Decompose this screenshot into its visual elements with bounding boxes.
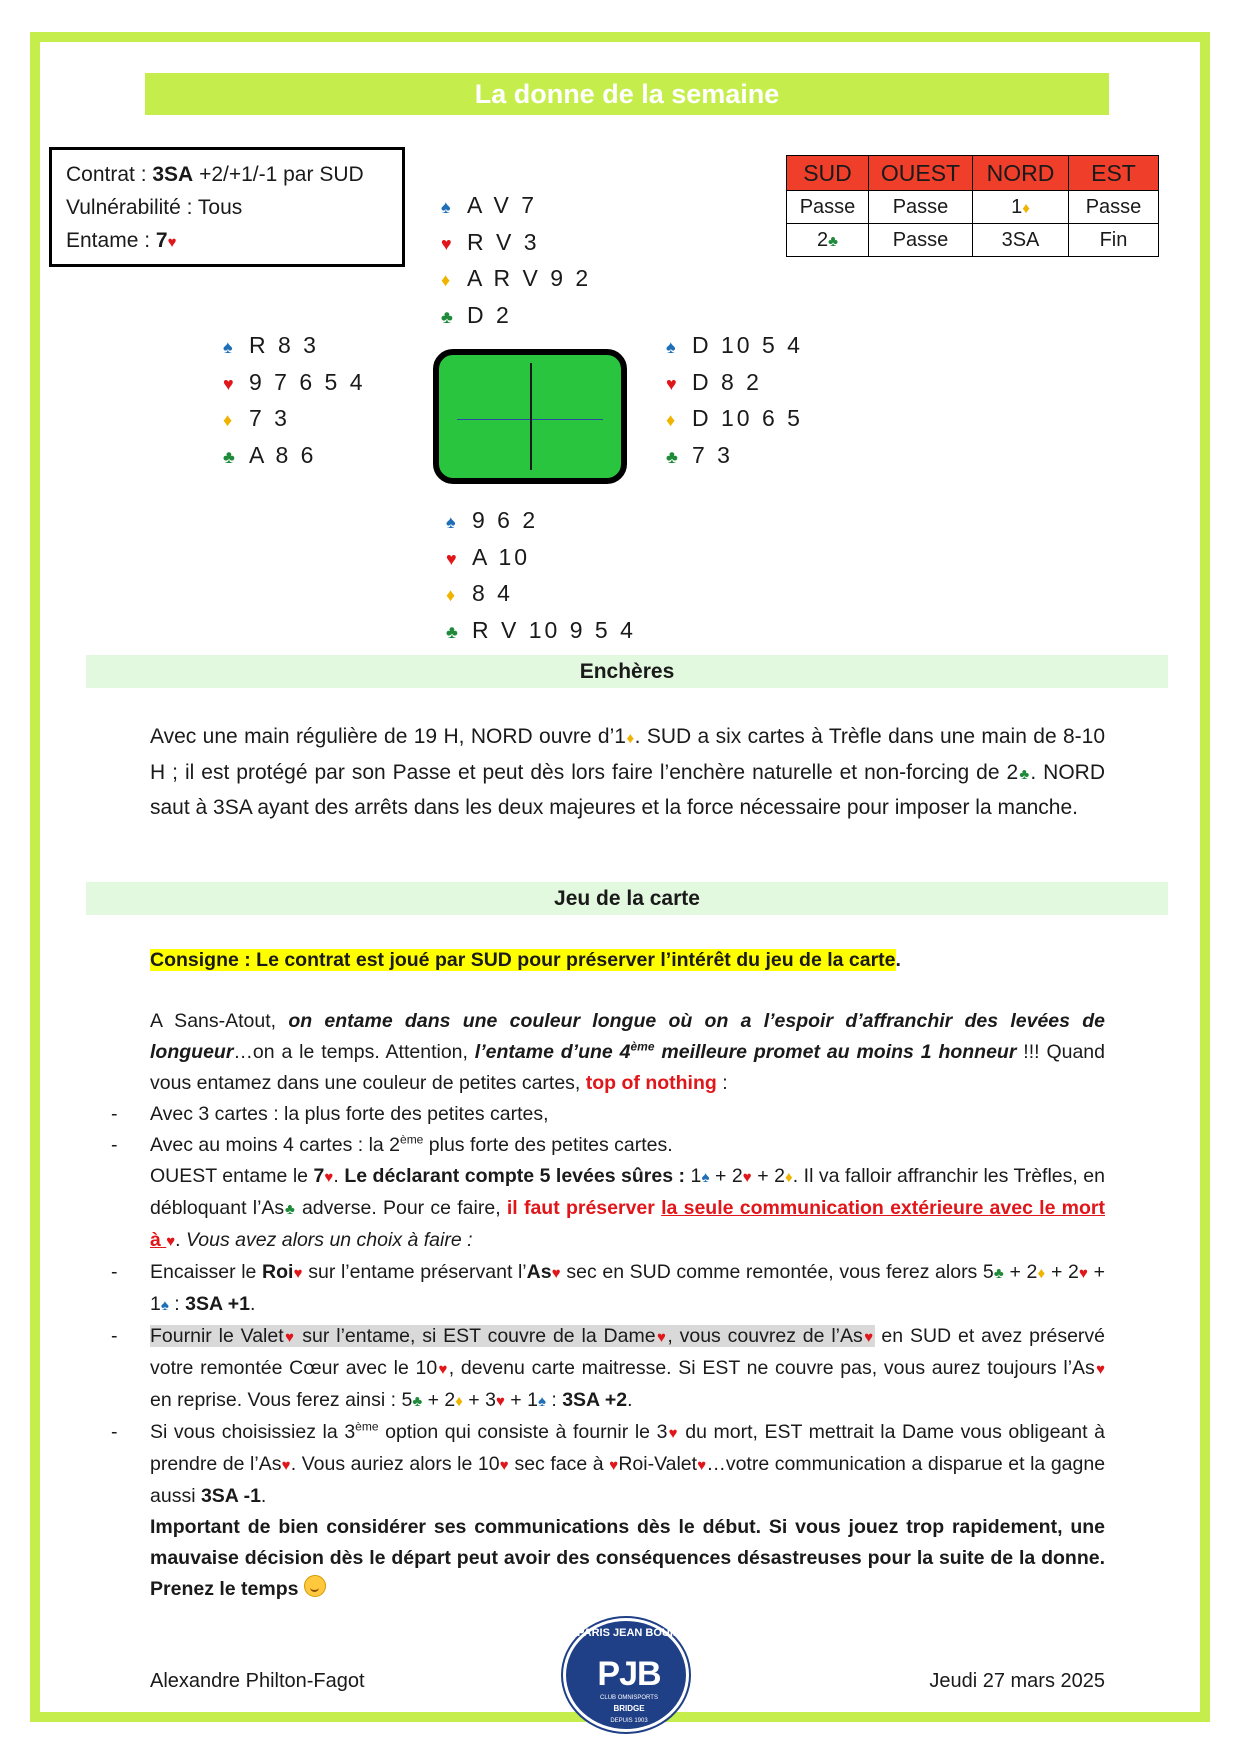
hand-line: ♥ D 8 2 xyxy=(666,365,803,402)
grey-highlight: Fournir le Valet♥ sur l’entame, si EST couvre de la Dame♥, vous couvrez de l’As♥ xyxy=(150,1325,875,1347)
spade-icon: ♠ xyxy=(666,337,676,357)
club-logo xyxy=(563,1618,689,1732)
heart-icon: ♥ xyxy=(293,1265,303,1282)
bidding-table xyxy=(786,155,1159,257)
bidding-row xyxy=(787,191,1159,224)
club-icon: ♣ xyxy=(828,232,838,250)
closing-note: Important de bien considérer ses communications dès le début. Si vous jouez trop rapidement, une mauvaise décision dès le départ peut avoir des conséquences désastreuses pour la suite de la donne. Prenez le temps xyxy=(150,1516,1105,1600)
list-item: - Encaisser le Roi♥ sur l’entame préservant l’As♥ sec en SUD comme remontée, vous ferez alors 5♣ + 2♦ + 2♥ + 1♠ : 3SA +1. xyxy=(111,1261,1106,1315)
heart-icon: ♥ xyxy=(1078,1265,1089,1282)
spade-icon: ♠ xyxy=(441,197,451,217)
logo-badge: PARIS JEAN BOUIN PJB CLUB OMNISPORTS BRIDGE DEPUIS 1903 xyxy=(563,1618,689,1732)
author: Alexandre Philton-Fagot xyxy=(150,1670,365,1692)
club-icon: ♣ xyxy=(446,621,458,642)
hand-north xyxy=(441,188,591,334)
spade-icon: ♠ xyxy=(223,337,233,357)
spacer xyxy=(150,976,1105,1006)
heart-icon: ♥ xyxy=(667,1425,679,1442)
club-icon: ♣ xyxy=(666,446,678,467)
spade-icon: ♠ xyxy=(701,1169,710,1186)
hand-line: ♠ 9 6 2 xyxy=(446,503,636,540)
diamond-icon: ♦ xyxy=(1022,199,1030,217)
page-title: La donne de la semaine xyxy=(145,73,1109,115)
diamond-icon: ♦ xyxy=(1037,1265,1046,1282)
hand-line: ♣ R V 10 9 5 4 xyxy=(446,613,636,650)
spade-icon: ♠ xyxy=(160,1297,169,1314)
hand-line: ♣ 7 3 xyxy=(666,438,803,475)
contract-box xyxy=(49,147,405,267)
hand-line: ♦ D 10 6 5 xyxy=(666,401,803,438)
heart-icon: ♥ xyxy=(666,373,677,394)
bid-cell: 1♦ xyxy=(973,191,1069,224)
heart-icon: ♥ xyxy=(862,1329,875,1346)
smiley-face-icon xyxy=(304,1575,326,1597)
bid-cell: Passe xyxy=(787,191,869,224)
diamond-icon: ♦ xyxy=(446,585,456,605)
hand-east xyxy=(666,328,803,474)
hand-line: ♠ R 8 3 xyxy=(223,328,366,365)
club-icon: ♣ xyxy=(412,1393,423,1410)
date: Jeudi 27 mars 2025 xyxy=(929,1670,1105,1692)
bridge-table xyxy=(433,349,627,484)
hand-line: ♠ A V 7 xyxy=(441,188,591,225)
diamond-icon: ♦ xyxy=(784,1169,793,1186)
hand-south xyxy=(446,503,636,649)
club-icon: ♣ xyxy=(1018,765,1031,783)
contract-line: Contrat : 3SA +2/+1/-1 par SUD xyxy=(66,163,364,186)
heart-icon: ♥ xyxy=(324,1169,334,1186)
bidding-header-row xyxy=(787,156,1159,191)
heart-icon: ♥ xyxy=(281,1457,291,1474)
heart-icon: ♥ xyxy=(167,234,177,251)
lead-line: Entame : 7♥ xyxy=(66,229,177,252)
paragraph: OUEST entame le 7♥. Le déclarant compte 5 levées sûres : 1♠ + 2♥ + 2♦. Il va falloir affranchir les Trèfles, en débloquant l’As♣ adverse. Pour ce faire, il faut préserver la seule communication extérieure avec le mort à ♥. Vous avez alors un choix à faire : xyxy=(150,1165,1106,1251)
list-item: - Si vous choisissiez la 3ème option qui consiste à fournir le 3♥ du mort, EST mettrait la Dame vous obligeant à prendre de l’As♥. Vous auriez alors le 10♥ sec face à ♥Roi-Valet♥…votre communication a disparue et la gagne aussi 3SA -1. xyxy=(111,1419,1106,1507)
hand-line: ♠ D 10 5 4 xyxy=(666,328,803,365)
heart-icon: ♥ xyxy=(655,1329,668,1346)
hand-line: ♣ A 8 6 xyxy=(223,438,366,475)
section-header-jeu: Jeu de la carte xyxy=(86,882,1168,915)
heart-icon: ♥ xyxy=(495,1393,505,1410)
heart-icon: ♥ xyxy=(166,1233,176,1250)
bid-header-sud: SUD xyxy=(787,156,869,191)
instruction-highlight: Consigne : Le contrat est joué par SUD pour préserver l’intérêt du jeu de la carte xyxy=(150,949,896,971)
diamond-icon: ♦ xyxy=(625,730,635,747)
bid-cell: Passe xyxy=(869,224,973,257)
club-icon: ♣ xyxy=(223,446,235,467)
table-line-vertical xyxy=(530,363,532,470)
hand-line: ♥ 9 7 6 5 4 xyxy=(223,365,366,402)
bid-header-ouest: OUEST xyxy=(869,156,973,191)
bid-cell: 3SA xyxy=(973,224,1069,257)
list-item: - Avec 3 cartes : la plus forte des petites cartes, xyxy=(111,1103,549,1125)
instruction-line: Consigne : Le contrat est joué par SUD pour préserver l’intérêt du jeu de la carte. xyxy=(150,949,901,971)
bid-cell: Fin xyxy=(1069,224,1159,257)
heart-icon: ♥ xyxy=(446,548,457,569)
hand-line: ♥ R V 3 xyxy=(441,225,591,262)
diamond-icon: ♦ xyxy=(441,270,451,290)
heart-icon: ♥ xyxy=(499,1457,509,1474)
club-icon: ♣ xyxy=(993,1265,1004,1282)
list-item: - Avec au moins 4 cartes : la 2ème plus forte des petites cartes. xyxy=(111,1132,673,1156)
hand-line: ♦ 7 3 xyxy=(223,401,366,438)
heart-icon: ♥ xyxy=(441,233,452,254)
club-icon: ♣ xyxy=(441,306,453,327)
list-item: - Fournir le Valet♥ sur l’entame, si EST couvre de la Dame♥, vous couvrez de l’As♥ en SUD et avez préservé votre remontée Cœur avec le 10♥, devenu carte maitresse. Si EST ne couvre pas, vous aurez toujours l’As♥ en reprise. Vous ferez ainsi : 5♣ + 2♦ + 3♥ + 1♠ : 3SA +2. xyxy=(111,1325,1106,1411)
bid-cell: Passe xyxy=(1069,191,1159,224)
bid-header-nord: NORD xyxy=(973,156,1069,191)
play-explanation xyxy=(111,945,1106,1605)
diamond-icon: ♦ xyxy=(223,410,233,430)
bidding-explanation: Avec une main régulière de 19 H, NORD ouvre d’1♦. SUD a six cartes à Trèfle dans une main de 8-10 H ; il est protégé par son Passe et peut dès lors faire l’enchère naturelle et non-forcing de 2♣. NORD saut à 3SA ayant des arrêts dans les deux majeures et la force nécessaire pour imposer la manche. xyxy=(150,725,1106,819)
bid-cell: Passe xyxy=(869,191,973,224)
paragraph: A Sans-Atout, on entame dans une couleur longue où on a l’espoir d’affranchir des levées de longueur…on a le temps. Attention, l’entame d’une 4ème meilleure promet au moins 1 honneur !!! Quand vous entamez dans une couleur de petites cartes, top of nothing : xyxy=(150,1010,1105,1094)
heart-icon: ♥ xyxy=(609,1457,619,1474)
spade-icon: ♠ xyxy=(446,512,456,532)
diamond-icon: ♦ xyxy=(455,1393,463,1410)
hand-west xyxy=(223,328,366,474)
hand-line: ♦ A R V 9 2 xyxy=(441,261,591,298)
heart-icon: ♥ xyxy=(437,1361,449,1378)
heart-icon: ♥ xyxy=(223,373,234,394)
bid-header-est: EST xyxy=(1069,156,1159,191)
spade-icon: ♠ xyxy=(537,1393,546,1410)
hand-line: ♥ A 10 xyxy=(446,540,636,577)
vulnerability-line: Vulnérabilité : Tous xyxy=(66,196,243,219)
heart-icon: ♥ xyxy=(697,1457,707,1474)
heart-icon: ♥ xyxy=(742,1169,752,1186)
bidding-row xyxy=(787,224,1159,257)
bid-cell: 2♣ xyxy=(787,224,869,257)
heart-icon: ♥ xyxy=(283,1329,296,1346)
hand-line: ♣ D 2 xyxy=(441,298,591,335)
heart-icon: ♥ xyxy=(1094,1361,1106,1378)
diamond-icon: ♦ xyxy=(666,410,676,430)
heart-icon: ♥ xyxy=(551,1265,561,1282)
club-icon: ♣ xyxy=(284,1201,296,1218)
hand-line: ♦ 8 4 xyxy=(446,576,636,613)
section-header-encheres: Enchères xyxy=(86,655,1168,688)
